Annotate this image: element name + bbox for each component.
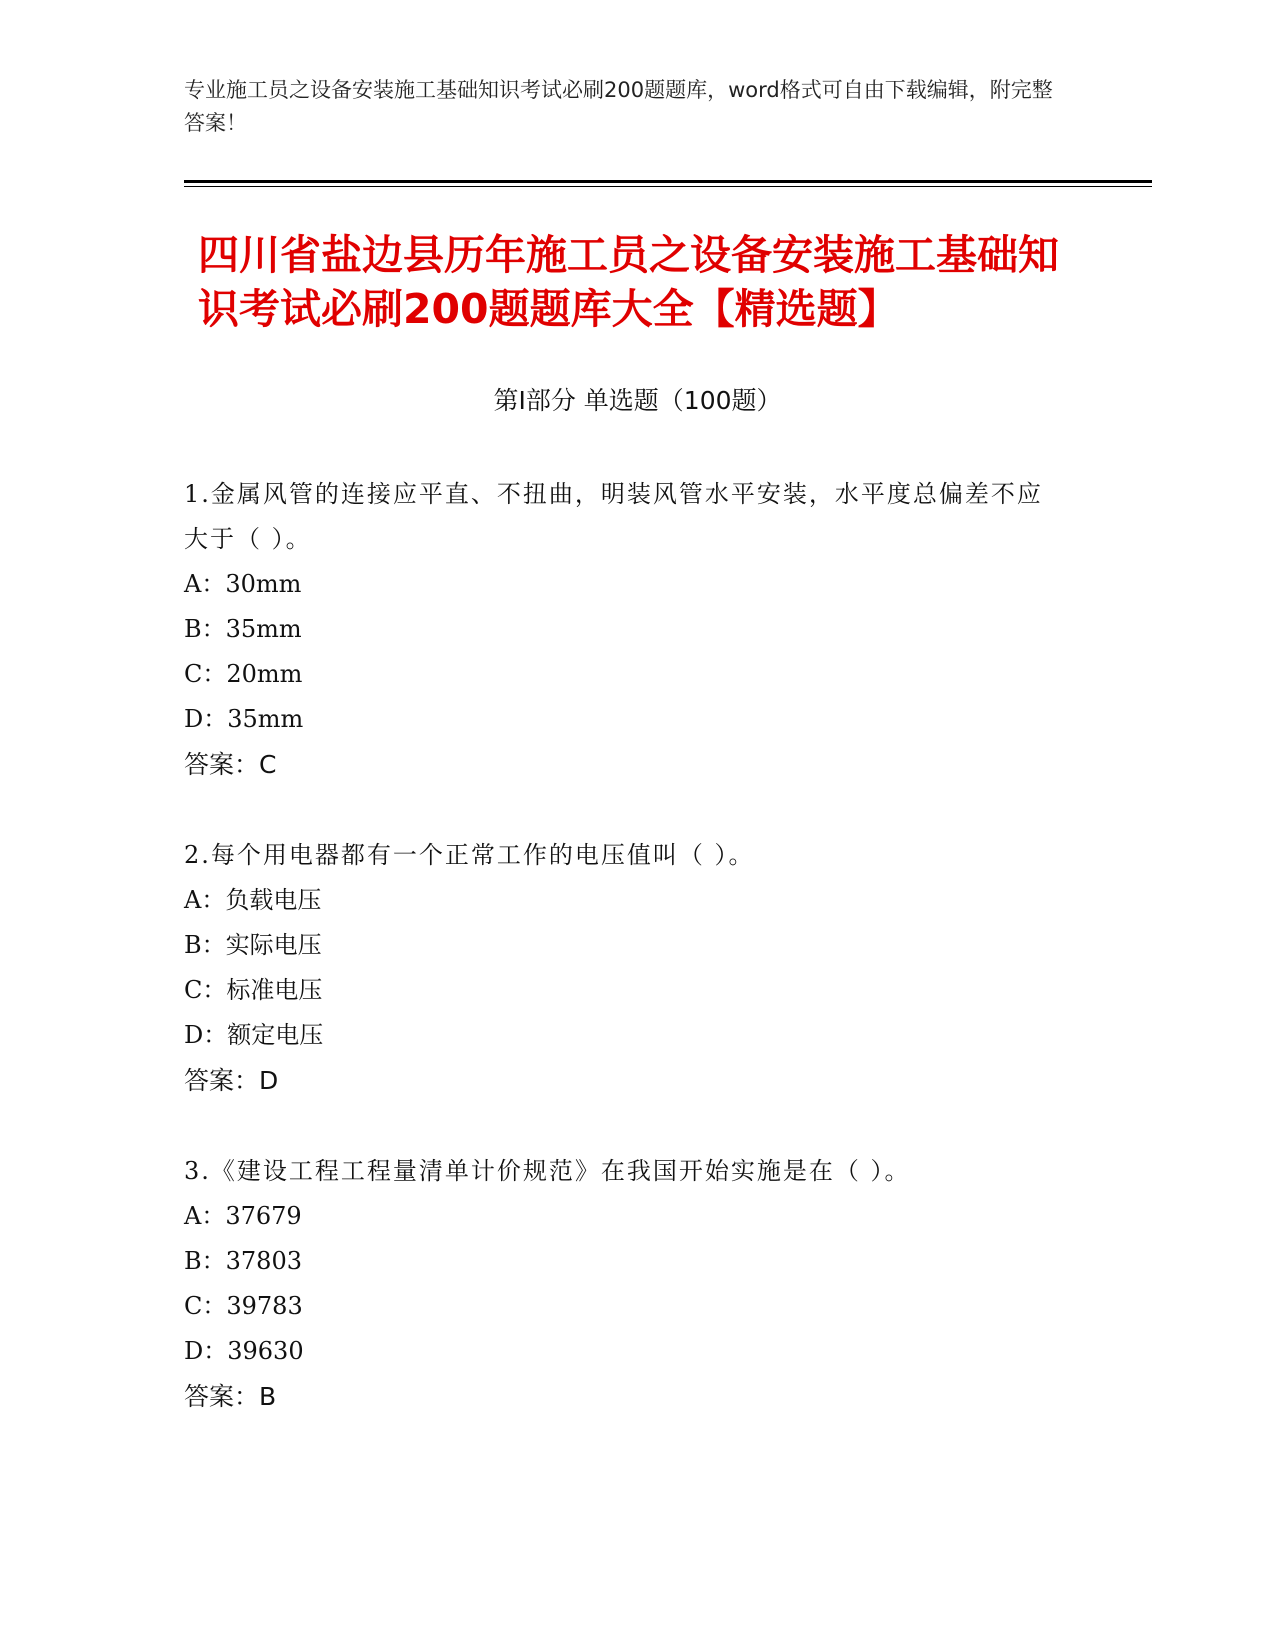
question-2 [184,833,1064,1103]
option-d: D：35mm [184,705,304,733]
option-c: C：39783 [184,1292,303,1320]
document-title: 四川省盐边县历年施工员之设备安装施工基础知识考试必刷200题题库大全【精选题】 [198,231,1059,333]
option-d: D：39630 [184,1337,304,1365]
option-b: B：实际电压 [184,931,322,959]
option-c: C：20mm [184,660,303,688]
header-note: 专业施工员之设备安装施工基础知识考试必刷200题题库，word格式可自由下载编辑，附完整答案！ [184,78,1053,135]
option-a: A：负载电压 [184,886,322,914]
option-a: A：30mm [184,570,302,598]
option-b: B：35mm [184,615,302,643]
answer-label: 答案：C [184,750,277,779]
option-a: A：37679 [184,1202,302,1230]
question-1 [184,472,1064,787]
question-stem: 1.金属风管的连接应平直、不扭曲，明装风管水平安装，水平度总偏差不应大于（ ）。 [184,480,1043,553]
answer-label: 答案：D [184,1066,279,1095]
question-stem: 3.《建设工程工程量清单计价规范》在我国开始实施是在（ ）。 [184,1157,911,1185]
header-divider-thin [184,186,1152,187]
option-c: C：标准电压 [184,976,323,1004]
question-stem: 2.每个用电器都有一个正常工作的电压值叫（ ）。 [184,841,755,869]
option-b: B：37803 [184,1247,302,1275]
question-3 [184,1149,1064,1419]
question-list [184,472,1064,1465]
section-title: 第Ⅰ部分 单选题（100题） [493,386,782,415]
header-divider-thick [184,180,1152,183]
answer-label: 答案：B [184,1382,277,1411]
option-d: D：额定电压 [184,1021,324,1049]
